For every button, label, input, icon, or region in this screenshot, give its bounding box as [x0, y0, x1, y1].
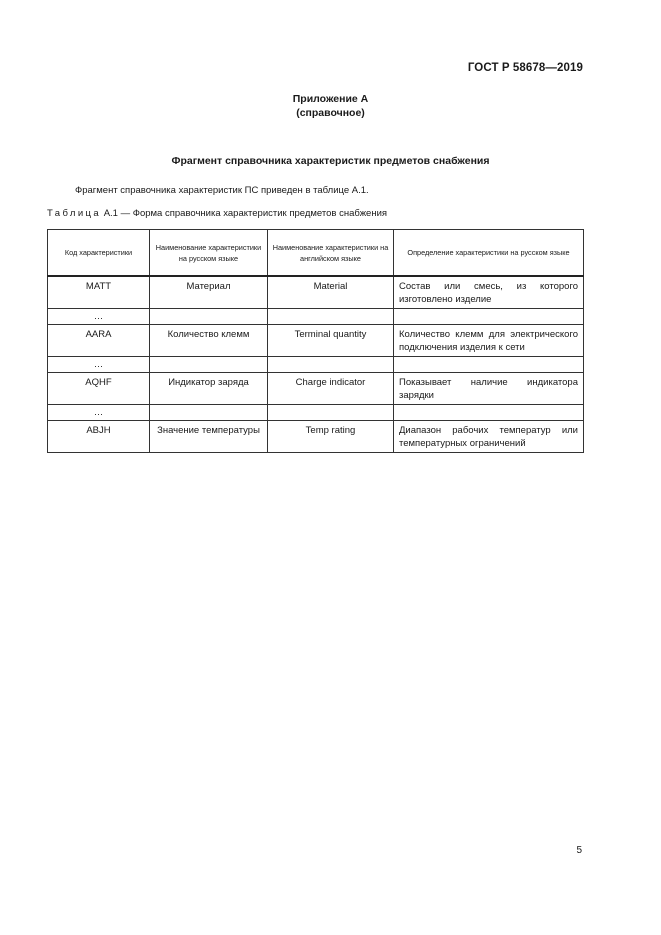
- cell-name-ru: Индикатор заряда: [150, 373, 268, 405]
- column-header-name-en: Наименование характеристики на английском языке: [268, 230, 394, 277]
- section-heading: Фрагмент справочника характеристик предметов снабжения: [171, 155, 490, 167]
- table-row: [48, 373, 584, 405]
- column-header-definition: Определение характеристики на русском языке: [394, 230, 584, 277]
- cell-name-en: Terminal quantity: [268, 325, 394, 357]
- appendix-block: [0, 92, 661, 120]
- table-row: [48, 325, 584, 357]
- table-row-ellipsis: [48, 309, 584, 325]
- appendix-title: Приложение А: [292, 93, 369, 105]
- cell-code: AQHF: [48, 373, 150, 405]
- cell-name-ru: [150, 309, 268, 325]
- characteristics-table: [47, 229, 584, 453]
- intro-paragraph: Фрагмент справочника характеристик ПС приведен в таблице А.1.: [75, 185, 369, 196]
- cell-code: ABJH: [48, 421, 150, 453]
- cell-name-ru: [150, 357, 268, 373]
- cell-code: …: [48, 309, 150, 325]
- cell-name-en: Charge indicator: [268, 373, 394, 405]
- document-number: ГОСТ Р 58678—2019: [467, 62, 583, 74]
- cell-name-ru: Количество клемм: [150, 325, 268, 357]
- cell-name-ru: [150, 405, 268, 421]
- cell-definition: [394, 309, 584, 325]
- appendix-subtitle: (справочное): [296, 107, 365, 119]
- cell-name-en: [268, 309, 394, 325]
- cell-name-en: [268, 357, 394, 373]
- cell-definition: Показывает наличие индикатора зарядки: [394, 373, 584, 405]
- column-header-name-ru: Наименование характеристики на русском языке: [150, 230, 268, 277]
- cell-name-en: [268, 405, 394, 421]
- table-row-ellipsis: [48, 357, 584, 373]
- cell-code: …: [48, 357, 150, 373]
- cell-code: …: [48, 405, 150, 421]
- table-row-ellipsis: [48, 405, 584, 421]
- column-header-code: Код характеристики: [48, 230, 150, 277]
- cell-name-ru: Материал: [150, 276, 268, 309]
- cell-definition: [394, 405, 584, 421]
- table-row: [48, 421, 584, 453]
- table-caption-text: А.1 — Форма справочника характеристик предметов снабжения: [103, 208, 388, 219]
- cell-code: AARA: [48, 325, 150, 357]
- cell-name-en: Temp rating: [268, 421, 394, 453]
- cell-name-en: Material: [268, 276, 394, 309]
- table-header-row: [48, 230, 584, 277]
- cell-definition: Диапазон рабочих температур или температурных ограничений: [394, 421, 584, 453]
- cell-definition: [394, 357, 584, 373]
- table-row: [48, 276, 584, 309]
- cell-name-ru: Значение температуры: [150, 421, 268, 453]
- table-caption: [47, 208, 387, 219]
- page-number: 5: [576, 845, 582, 856]
- cell-definition: Состав или смесь, из которого изготовлено изделие: [394, 276, 584, 309]
- table-caption-prefix: Таблица: [47, 208, 102, 219]
- cell-code: MATT: [48, 276, 150, 309]
- cell-definition: Количество клемм для электрического подключения изделия к сети: [394, 325, 584, 357]
